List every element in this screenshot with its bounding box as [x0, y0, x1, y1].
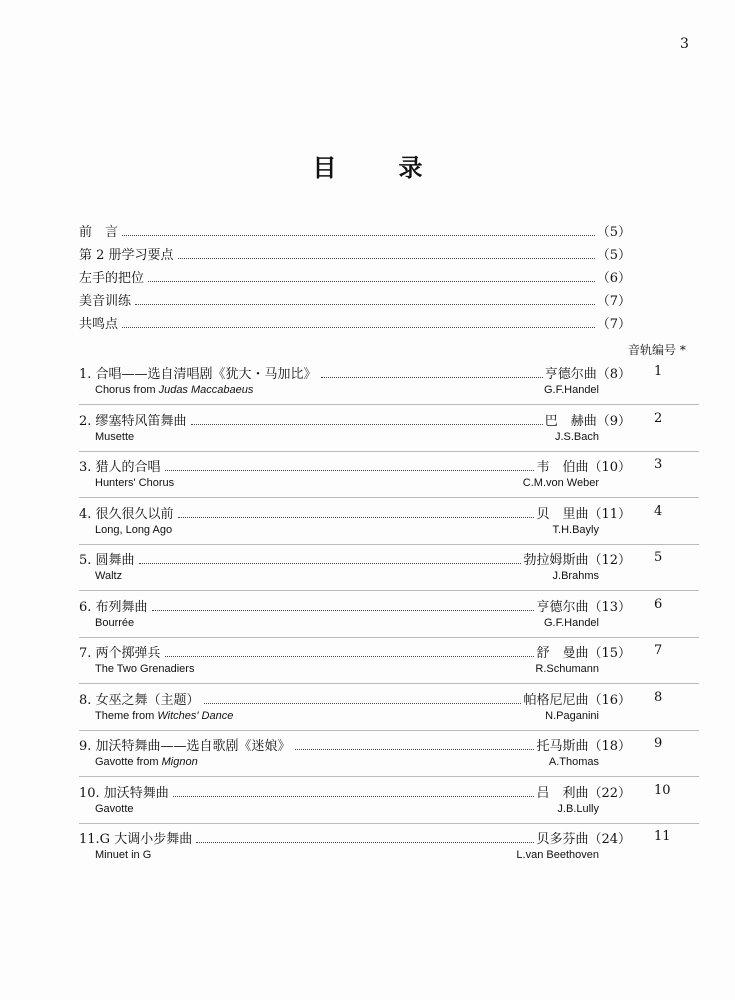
front-matter-item[interactable]	[79, 243, 631, 263]
toc-entry[interactable]	[79, 827, 631, 847]
entry-title-cn: 2. 缪塞特风笛舞曲	[79, 414, 187, 429]
dot-leader	[152, 610, 535, 611]
entry-subtitle-en	[95, 431, 599, 443]
dot-leader	[135, 304, 595, 305]
entry-composer-cn: 韦 伯曲	[536, 460, 589, 475]
dot-leader	[178, 517, 535, 518]
page-number: 3	[680, 36, 689, 52]
entry-title-en: Chorus from Judas Maccabaeus	[95, 384, 254, 396]
dot-leader	[191, 424, 543, 425]
entry-title-en: Hunters' Chorus	[95, 477, 175, 489]
track-number: 9	[654, 736, 663, 751]
entry-subtitle-en	[95, 710, 599, 722]
divider	[79, 637, 699, 638]
entry-subtitle-en	[95, 756, 599, 768]
page-ref: （11）	[588, 507, 631, 522]
entry-title-en: Long, Long Ago	[95, 524, 173, 536]
dot-leader	[173, 796, 535, 797]
entry-subtitle-en	[95, 477, 599, 489]
entry-title-cn: 6. 布列舞曲	[79, 600, 148, 615]
entry-composer-en: A.Thomas	[548, 756, 599, 768]
front-matter-item[interactable]	[79, 266, 631, 286]
toc-entry[interactable]	[79, 641, 631, 661]
page-ref: （7）	[596, 317, 631, 332]
page-ref: （16）	[588, 693, 631, 708]
track-number: 6	[654, 597, 663, 612]
page-title	[0, 148, 735, 183]
entry-composer-en: J.B.Lully	[557, 803, 599, 815]
page-ref: （9）	[596, 414, 631, 429]
entry-subtitle-en	[95, 803, 599, 815]
entry-title-en: Waltz	[95, 570, 123, 582]
page-ref: （6）	[596, 271, 631, 286]
entry-subtitle-en	[95, 617, 599, 629]
entry-composer-en: T.H.Bayly	[552, 524, 599, 536]
divider	[79, 823, 699, 824]
dot-leader	[122, 327, 595, 328]
page-ref: （13）	[588, 600, 631, 615]
page-ref: （15）	[588, 646, 631, 661]
front-matter-label: 共鸣点	[79, 317, 119, 332]
track-number: 3	[654, 457, 663, 472]
page-ref: （8）	[596, 367, 631, 382]
track-number: 7	[654, 643, 663, 658]
divider	[79, 404, 699, 405]
entry-title-en: Theme from Witches' Dance	[95, 710, 234, 722]
page-ref: （5）	[596, 225, 631, 240]
front-matter-item[interactable]	[79, 312, 631, 332]
entry-composer-en: J.Brahms	[552, 570, 599, 582]
entry-subtitle-en	[95, 849, 599, 861]
track-number: 2	[654, 411, 663, 426]
dot-leader	[204, 703, 522, 704]
divider	[79, 590, 699, 591]
track-number-header: 音轨编号 *	[628, 343, 686, 357]
entry-title-cn: 5. 圆舞曲	[79, 553, 135, 568]
toc-entry[interactable]	[79, 362, 631, 382]
dot-leader	[321, 377, 543, 378]
divider	[79, 730, 699, 731]
entry-title-cn: 7. 两个掷弹兵	[79, 646, 161, 661]
entry-composer-cn: 亨德尔曲	[544, 367, 597, 382]
page-ref: （5）	[596, 248, 631, 263]
entry-composer-cn: 巴 赫曲	[544, 414, 597, 429]
page-ref: （12）	[588, 553, 631, 568]
divider	[79, 451, 699, 452]
divider	[79, 776, 699, 777]
toc-entry[interactable]	[79, 502, 631, 522]
entry-composer-cn: 托马斯曲	[536, 739, 589, 754]
entry-title-cn: 4. 很久很久以前	[79, 507, 174, 522]
entry-title-en: Bourrée	[95, 617, 135, 629]
title-char-1: 目	[312, 154, 337, 182]
page-ref: （18）	[588, 739, 631, 754]
entry-composer-cn: 帕格尼尼曲	[523, 693, 589, 708]
dot-leader	[122, 235, 595, 236]
toc-entry[interactable]	[79, 548, 631, 568]
front-matter-item[interactable]	[79, 220, 631, 240]
divider	[79, 497, 699, 498]
entry-subtitle-en	[95, 663, 599, 675]
track-number: 10	[654, 783, 671, 798]
entry-title-cn: 10. 加沃特舞曲	[79, 786, 169, 801]
toc-entry[interactable]	[79, 595, 631, 615]
entry-subtitle-en	[95, 524, 599, 536]
divider	[79, 683, 699, 684]
entry-composer-cn: 亨德尔曲	[536, 600, 589, 615]
entry-title-en: Gavotte	[95, 803, 134, 815]
entry-composer-en: J.S.Bach	[554, 431, 599, 443]
entry-composer-en: G.F.Handel	[543, 384, 599, 396]
track-number: 5	[654, 550, 663, 565]
dot-leader	[178, 258, 595, 259]
dot-leader	[295, 749, 535, 750]
toc-entry[interactable]	[79, 409, 631, 429]
toc-entry[interactable]	[79, 688, 631, 708]
entry-composer-en: G.F.Handel	[543, 617, 599, 629]
entry-title-cn: 1. 合唱——选自清唱剧《犹大・马加比》	[79, 367, 317, 382]
entry-composer-cn: 勃拉姆斯曲	[523, 553, 589, 568]
entry-composer-cn: 吕 利曲	[536, 786, 589, 801]
entry-title-en: Minuet in G	[95, 849, 152, 861]
front-matter-label: 前 言	[79, 225, 119, 240]
front-matter-label: 第 2 册学习要点	[79, 248, 174, 263]
divider	[79, 544, 699, 545]
entry-subtitle-en	[95, 384, 599, 396]
track-number: 8	[654, 690, 663, 705]
title-char-2: 录	[398, 154, 423, 182]
track-number: 11	[654, 829, 671, 844]
toc-entry[interactable]	[79, 734, 631, 754]
entry-title-cn: 9. 加沃特舞曲——选自歌剧《迷娘》	[79, 739, 291, 754]
toc-entry[interactable]	[79, 455, 631, 475]
entry-title-en: Gavotte from Mignon	[95, 756, 198, 768]
front-matter-item[interactable]	[79, 289, 631, 309]
page-ref: （22）	[588, 786, 631, 801]
page-ref: （7）	[596, 294, 631, 309]
entry-composer-cn: 贝 里曲	[536, 507, 589, 522]
page-ref: （24）	[588, 832, 631, 847]
page-ref: （10）	[588, 460, 631, 475]
dot-leader	[165, 470, 535, 471]
track-number: 4	[654, 504, 663, 519]
entry-composer-en: N.Paganini	[545, 710, 599, 722]
entry-title-cn: 11.G 大调小步舞曲	[79, 832, 193, 847]
dot-leader	[196, 842, 534, 843]
entry-title-cn: 8. 女巫之舞（主题）	[79, 693, 200, 708]
entry-composer-cn: 贝多芬曲	[536, 832, 589, 847]
entry-composer-cn: 舒 曼曲	[536, 646, 589, 661]
track-number: 1	[654, 364, 663, 379]
dot-leader	[148, 281, 595, 282]
front-matter-label: 左手的把位	[79, 271, 145, 286]
entry-composer-en: C.M.von Weber	[522, 477, 599, 489]
entry-title-en: Musette	[95, 431, 135, 443]
front-matter-label: 美音训练	[79, 294, 132, 309]
dot-leader	[165, 656, 535, 657]
entry-composer-en: L.van Beethoven	[516, 849, 599, 861]
toc-entry[interactable]	[79, 781, 631, 801]
entry-title-en: The Two Grenadiers	[95, 663, 195, 675]
entry-subtitle-en	[95, 570, 599, 582]
entry-title-cn: 3. 猎人的合唱	[79, 460, 161, 475]
entry-composer-en: R.Schumann	[535, 663, 599, 675]
dot-leader	[139, 563, 522, 564]
